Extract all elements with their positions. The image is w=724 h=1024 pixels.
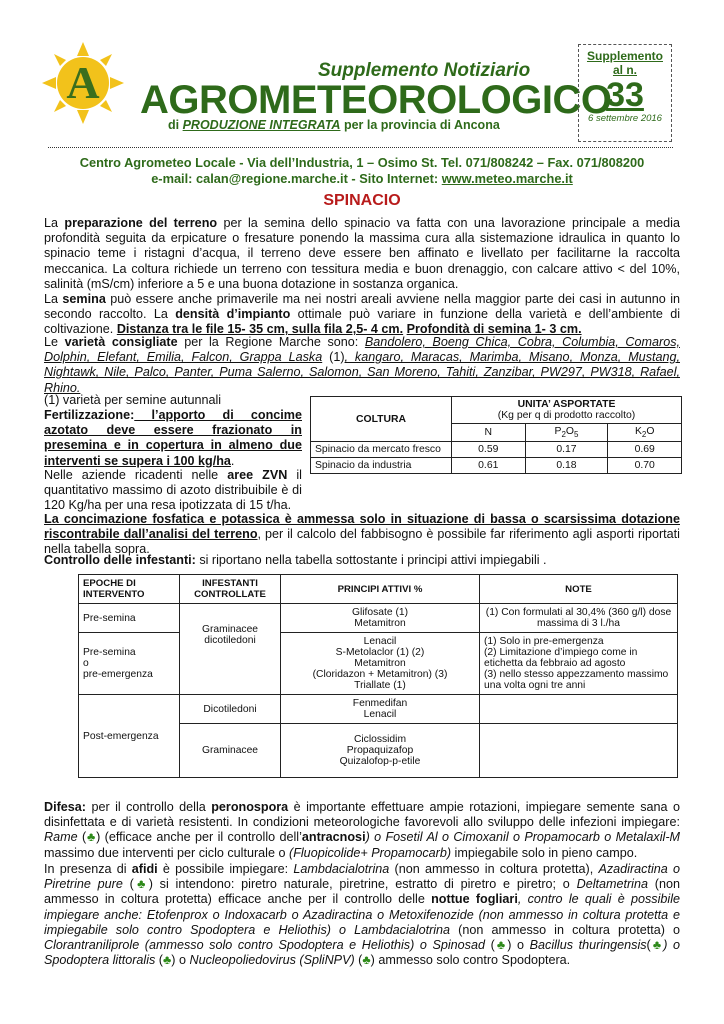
- col-principi: PRINCIPI ATTIVI %: [281, 575, 480, 604]
- clover-icon: ♣: [494, 938, 508, 953]
- clover-icon: ♣: [133, 877, 149, 892]
- dotted-divider: [48, 147, 673, 148]
- paragraph-infestanti: Controllo delle infestanti: si riportano nella tabella sottostante i principi attivi impiegabili .: [44, 553, 547, 567]
- col-infestanti: INFESTANTI CONTROLLATE: [180, 575, 281, 604]
- paragraph-varieta: Le varietà consigliate per la Regione Marche sono: Bandolero, Boeng Chica, Cobra, Columbia, Comaros, Dolphin, Elefant, Emilia, Falcon, Grappa Laska (1), kangaro, Maracas, Marimba, Misano, Monza, Mustang, Nightawk, Nile, Palco, Panter, Puma Salerno, Salomon, San Moreno, Tahiti, Zanzibar, PW297, PW318, Rafael, Rhino.: [44, 335, 680, 395]
- col-note: NOTE: [480, 575, 678, 604]
- col-coltura: COLTURA: [311, 397, 452, 442]
- paragraph-semina: La semina può essere anche primaverile ma nei nostri areali avviene nella maggior parte dei casi in autunno in secondo raccolto. La densità d’impianto ottimale può variare in funzione della varietà e dell’ambiente di coltivazione. Distanza tra le file 15- 35 cm, sulla fila 2,5- 4 cm. Profondità di semina 1- 3 cm.: [44, 292, 680, 337]
- subtitle-pre: di: [168, 118, 180, 132]
- table-row: Pre-semina o pre-emergenza Lenacil S-Metolaclor (1) (2) Metamitron (Cloridazon + Metamitron) (3) Triallate (1) (1) Solo in pre-emergenza (2) Limitazione d’impiego come in etichetta da febbraio ad agosto (3) nello stesso appezzamento massimo una volta ogni tre anni: [79, 633, 678, 695]
- subtitle-strong: PRODUZIONE INTEGRATA: [182, 118, 341, 132]
- badge-line1: Supplemento: [586, 49, 663, 63]
- clover-icon: ♣: [86, 830, 97, 845]
- paragraph-preparation: La preparazione del terreno per la semina dello spinacio va fatta con una lavorazione principale a media profondità seguita da erpicature o fresature ponendo la massima cura alla sistemazione idraulica in quanto lo spinacio teme i ristagni d’acqua, il terreno deve essere ben affinato e livellato per facilitarne la raccolta meccanica. La coltura richiede un terreno con tessitura media e buon drenaggio, con calcare attivo < del 10%, salinità (mS/cm) inferiore a 5 e una buona dotazione in sostanza organica.: [44, 216, 680, 291]
- table-row: Pre-semina Graminacee dicotiledoni Glifosate (1) Metamitron (1) Con formulati al 30,4% (360 g/l) dose massima di 3 l./ha: [79, 604, 678, 633]
- footnote-varieta: (1) varietà per semine autunnali: [44, 393, 222, 407]
- contact-email-line: [0, 171, 724, 186]
- infestanti-table: [78, 574, 678, 778]
- badge-line2: al n.: [612, 63, 637, 77]
- clover-icon: ♣: [650, 938, 664, 953]
- badge-date: 6 settembre 2016: [588, 113, 662, 124]
- issue-badge: [578, 44, 672, 142]
- section-title: SPINACIO: [323, 192, 401, 209]
- supplement-title: Supplemento Notiziario: [318, 60, 531, 81]
- col-n: N: [452, 424, 526, 442]
- paragraph-afidi: In presenza di afidi è possibile impiegare: Lambdacialotrina (non ammesso in coltura protetta), Azadiractina o Piretrine pure (♣) si intendono: piretro naturale, piretrine, estratto di piretro e piretro; o Deltametrina (non ammesso in coltura protetta) efficace anche per il controllo delle nottue fogliari, contro le quali è possibile impiegare anche: Etofenprox o Indoxacarb o Azadiractina o Metoxifenozide (non ammesso in coltura protetta e impiegabile solo contro Spodoptera e Heliothis) o Lambdacialotrina (non ammesso in coltura protetta) o Clorantraniliprole (ammesso solo contro Spodoptera e Heliothis) o Spinosad (♣) o Bacillus thuringensis(♣) o Spodoptera littoralis (♣) o Nucleopoliedovirus (SpliNPV) (♣) ammesso solo contro Spodoptera.: [44, 862, 681, 968]
- table-row: Graminacee Ciclossidim Propaquizafop Quizalofop-p-etile: [79, 724, 678, 778]
- clover-icon: ♣: [362, 953, 371, 968]
- paragraph-difesa: Difesa: per il controllo della peronospora è importante effettuare ampie rotazioni, impiegare semente sana o disinfettata e di varietà resistenti. In condizioni meteorologiche favorevoli allo sviluppo delle infezioni impiegare: Rame (♣) (efficace anche per il controllo dell’antracnosi) o Fosetil Al o Cimoxanil o Propamocarb o Metalaxil-M massimo due interventi per ciclo culturale o (Fluopicolide+ Propamocarb) impiegabile solo in pieno campo.: [44, 800, 680, 860]
- paragraph-concimazione: La concimazione fosfatica e potassica è ammessa solo in situazione di bassa o scarsissima dotazione riscontrabile dall’analisi del terreno, per il calcolo del fabbisogno è possibile far riferimento agli asporti riportati nella tabella sopra.: [44, 512, 680, 557]
- col-k2o: $K_2O$: [608, 424, 682, 442]
- email-text: e-mail: calan@regione.marche.it - Sito Internet:: [151, 171, 442, 186]
- badge-number: 33: [606, 76, 644, 114]
- website-link[interactable]: www.meteo.marche.it: [441, 171, 573, 186]
- table-row: Post-emergenza Dicotiledoni Fenmedifan Lenacil: [79, 695, 678, 724]
- logo-letter: A: [66, 57, 100, 108]
- paragraph-fertilizzazione: Fertilizzazione: l’apporto di concime azotato deve essere frazionato in presemina e in copertura in almeno due interventi se supera i 100 kg/ha.: [44, 408, 302, 468]
- col-unita: UNITA’ ASPORTATE (Kg per q di prodotto raccolto): [452, 397, 682, 424]
- clover-icon: ♣: [163, 953, 172, 968]
- col-p2o5: $P_2O_5$: [525, 424, 608, 442]
- contact-line: Centro Agrometeo Locale - Via dell’Industria, 1 – Osimo St. Tel. 071/808242 – Fax. 071/808200: [79, 155, 645, 170]
- subtitle: [168, 118, 500, 132]
- asporti-table: [310, 396, 682, 474]
- paragraph-zvn: Nelle aziende ricadenti nelle aree ZVN il quantitativo massimo di azoto distribuibile è di 120 Kg/ha per una resa ipotizzata di 15 t/ha.: [44, 468, 302, 513]
- subtitle-post: per la provincia di Ancona: [343, 118, 500, 132]
- table-row: Spinacio da mercato fresco 0.59 0.17 0.69: [311, 442, 682, 458]
- col-epoche: EPOCHE DI INTERVENTO: [79, 575, 180, 604]
- main-title: AGROMETEOROLOGICO: [140, 78, 612, 122]
- sun-logo-icon: [42, 42, 124, 124]
- table-row: Spinacio da industria 0.61 0.18 0.70: [311, 458, 682, 474]
